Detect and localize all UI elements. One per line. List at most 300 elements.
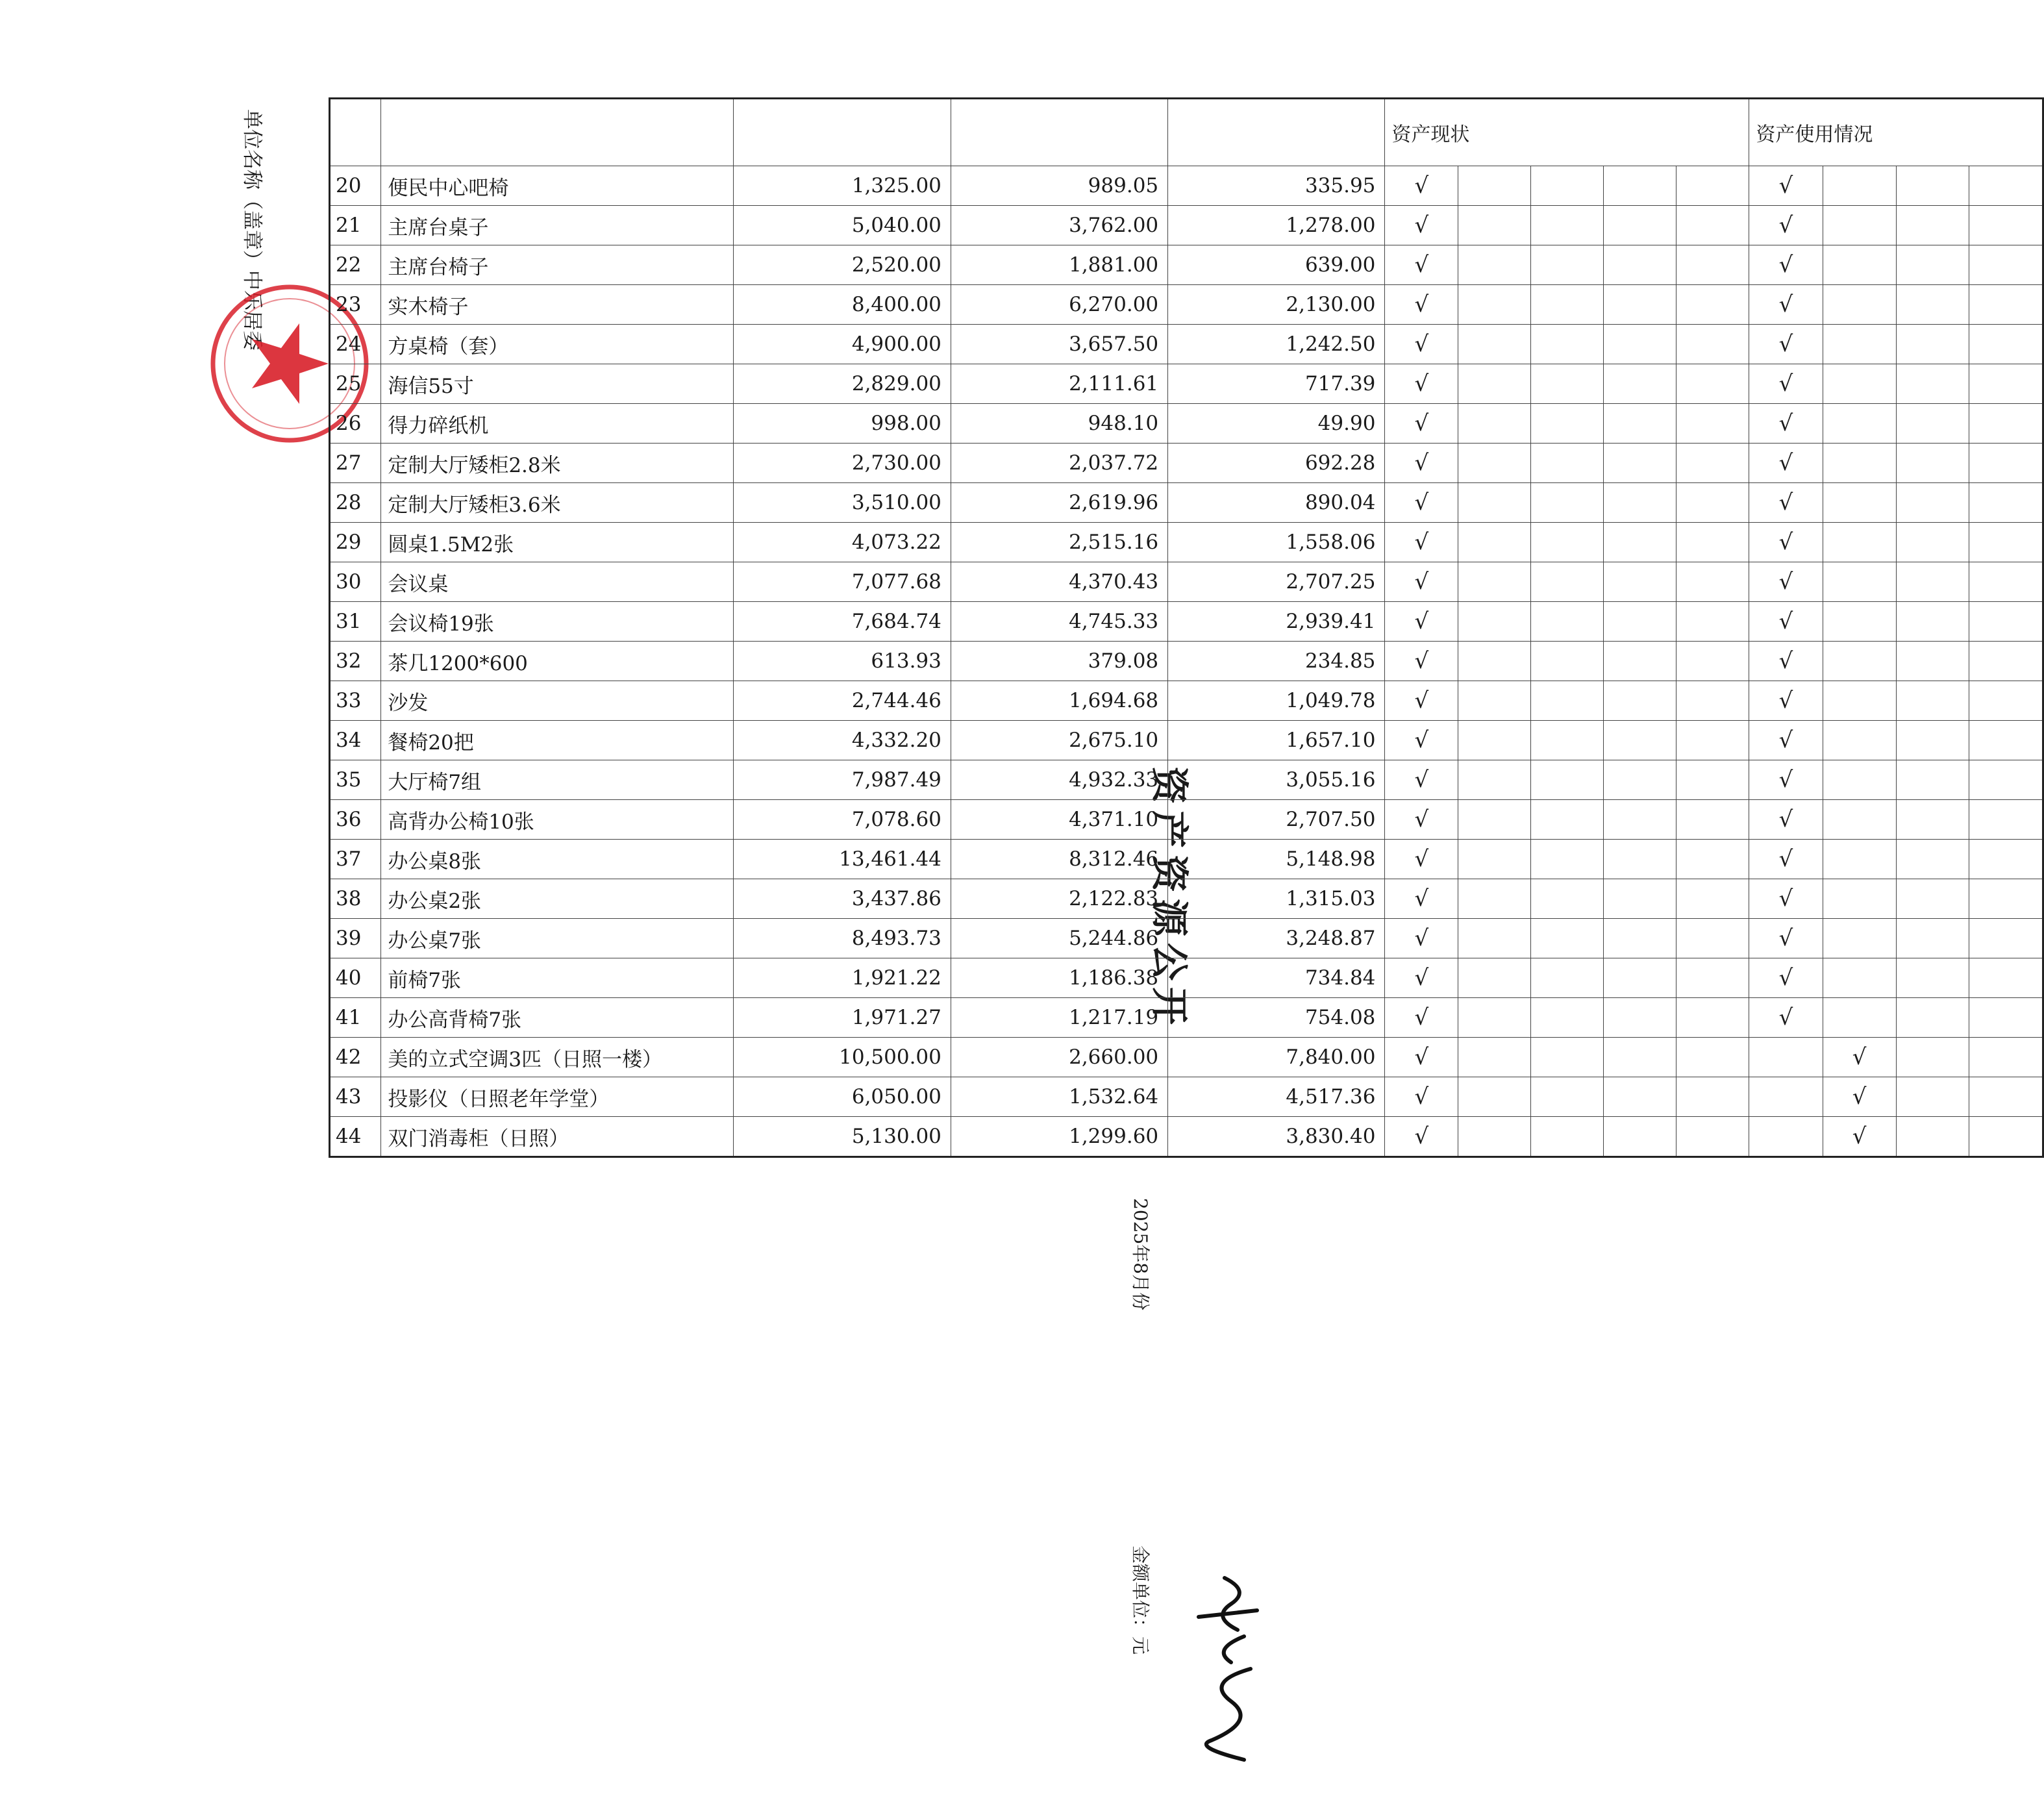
status-check-cell <box>1604 840 1676 879</box>
row-net-value: 234.85 <box>1168 642 1385 681</box>
row-accumulated-depreciation: 6,270.00 <box>951 285 1167 325</box>
status-check-cell <box>1676 1038 1749 1077</box>
usage-check-cell <box>1823 364 1896 404</box>
table-row <box>330 523 2043 562</box>
row-asset-name: 便民中心吧椅 <box>381 166 734 206</box>
status-check-cell <box>1676 364 1749 404</box>
handwritten-signature <box>1173 1571 1270 1766</box>
row-accumulated-depreciation: 989.05 <box>951 166 1167 206</box>
row-net-value: 2,707.50 <box>1168 800 1385 840</box>
usage-check-cell <box>1969 523 2043 562</box>
usage-check-cell: √ <box>1749 642 1823 681</box>
usage-check-cell <box>1896 919 1969 958</box>
table-row <box>330 404 2043 444</box>
row-original-value: 2,829.00 <box>734 364 951 404</box>
row-accumulated-depreciation: 2,660.00 <box>951 1038 1167 1077</box>
usage-check-cell <box>1896 404 1969 444</box>
usage-check-cell <box>1823 404 1896 444</box>
row-asset-name: 大厅椅7组 <box>381 760 734 800</box>
row-asset-name: 投影仪（日照老年学堂） <box>381 1077 734 1117</box>
status-check-cell <box>1531 879 1604 919</box>
usage-check-cell <box>1823 523 1896 562</box>
usage-check-cell: √ <box>1749 879 1823 919</box>
status-check-cell <box>1676 958 1749 998</box>
usage-check-cell <box>1896 325 1969 364</box>
status-check-cell <box>1458 285 1531 325</box>
row-accumulated-depreciation: 2,619.96 <box>951 483 1167 523</box>
table-row <box>330 483 2043 523</box>
table-row <box>330 166 2043 206</box>
table-row <box>330 1038 2043 1077</box>
usage-check-cell <box>1823 760 1896 800</box>
table-row <box>330 1077 2043 1117</box>
usage-check-cell <box>1823 444 1896 483</box>
status-check-cell <box>1458 325 1531 364</box>
table-row <box>330 285 2043 325</box>
status-check-cell <box>1604 642 1676 681</box>
usage-check-cell <box>1896 206 1969 245</box>
status-check-cell <box>1676 245 1749 285</box>
usage-check-cell <box>1896 166 1969 206</box>
usage-check-cell <box>1969 166 2043 206</box>
usage-check-cell <box>1823 325 1896 364</box>
table-row <box>330 444 2043 483</box>
row-net-value: 1,242.50 <box>1168 325 1385 364</box>
usage-check-cell: √ <box>1749 800 1823 840</box>
status-check-cell <box>1458 166 1531 206</box>
row-seq: 22 <box>330 245 381 285</box>
row-net-value: 7,840.00 <box>1168 1038 1385 1077</box>
row-seq: 33 <box>330 681 381 721</box>
status-check-cell <box>1458 562 1531 602</box>
status-check-cell <box>1531 919 1604 958</box>
row-accumulated-depreciation: 3,762.00 <box>951 206 1167 245</box>
status-check-cell <box>1458 760 1531 800</box>
usage-check-cell <box>1896 1077 1969 1117</box>
row-original-value: 7,077.68 <box>734 562 951 602</box>
status-check-cell <box>1458 444 1531 483</box>
status-check-cell <box>1458 998 1531 1038</box>
usage-check-cell <box>1823 166 1896 206</box>
status-check-cell: √ <box>1385 444 1458 483</box>
usage-check-cell <box>1896 998 1969 1038</box>
row-seq: 44 <box>330 1117 381 1157</box>
header-cell-original <box>734 99 951 166</box>
table-row <box>330 364 2043 404</box>
row-original-value: 4,073.22 <box>734 523 951 562</box>
row-accumulated-depreciation: 948.10 <box>951 404 1167 444</box>
status-check-cell <box>1676 998 1749 1038</box>
usage-check-cell <box>1896 879 1969 919</box>
row-seq: 21 <box>330 206 381 245</box>
row-original-value: 13,461.44 <box>734 840 951 879</box>
row-seq: 20 <box>330 166 381 206</box>
usage-check-cell: √ <box>1749 602 1823 642</box>
usage-check-cell <box>1896 721 1969 760</box>
row-original-value: 5,040.00 <box>734 206 951 245</box>
usage-check-cell: √ <box>1823 1077 1896 1117</box>
usage-check-cell <box>1896 562 1969 602</box>
usage-check-cell <box>1896 364 1969 404</box>
status-check-cell <box>1531 642 1604 681</box>
table-row <box>330 800 2043 840</box>
usage-check-cell: √ <box>1749 523 1823 562</box>
row-accumulated-depreciation: 2,675.10 <box>951 721 1167 760</box>
row-seq: 26 <box>330 404 381 444</box>
row-asset-name: 办公高背椅7张 <box>381 998 734 1038</box>
row-asset-name: 定制大厅矮柜2.8米 <box>381 444 734 483</box>
status-check-cell <box>1458 879 1531 919</box>
usage-check-cell <box>1896 840 1969 879</box>
status-check-cell: √ <box>1385 206 1458 245</box>
status-check-cell <box>1458 483 1531 523</box>
row-seq: 25 <box>330 364 381 404</box>
status-check-cell: √ <box>1385 879 1458 919</box>
status-check-cell <box>1531 721 1604 760</box>
status-check-cell <box>1458 800 1531 840</box>
status-check-cell <box>1676 642 1749 681</box>
status-check-cell <box>1676 166 1749 206</box>
usage-check-cell <box>1969 919 2043 958</box>
row-net-value: 639.00 <box>1168 245 1385 285</box>
row-net-value: 3,055.16 <box>1168 760 1385 800</box>
usage-check-cell: √ <box>1749 364 1823 404</box>
usage-check-cell <box>1969 364 2043 404</box>
table-row <box>330 642 2043 681</box>
usage-check-cell: √ <box>1749 958 1823 998</box>
usage-check-cell <box>1969 642 2043 681</box>
usage-check-cell <box>1896 642 1969 681</box>
row-net-value: 890.04 <box>1168 483 1385 523</box>
row-seq: 39 <box>330 919 381 958</box>
status-check-cell: √ <box>1385 958 1458 998</box>
row-asset-name: 圆桌1.5M2张 <box>381 523 734 562</box>
status-check-cell <box>1604 166 1676 206</box>
row-asset-name: 高背办公椅10张 <box>381 800 734 840</box>
status-check-cell <box>1676 483 1749 523</box>
usage-check-cell <box>1896 1038 1969 1077</box>
row-seq: 38 <box>330 879 381 919</box>
row-accumulated-depreciation: 8,312.46 <box>951 840 1167 879</box>
status-check-cell <box>1531 1038 1604 1077</box>
row-net-value: 754.08 <box>1168 998 1385 1038</box>
row-net-value: 3,830.40 <box>1168 1117 1385 1157</box>
usage-check-cell: √ <box>1749 919 1823 958</box>
status-check-cell <box>1531 483 1604 523</box>
status-check-cell <box>1604 245 1676 285</box>
usage-check-cell <box>1969 958 2043 998</box>
usage-check-cell: √ <box>1749 998 1823 1038</box>
usage-check-cell: √ <box>1749 760 1823 800</box>
status-check-cell <box>1676 879 1749 919</box>
row-seq: 29 <box>330 523 381 562</box>
row-original-value: 8,493.73 <box>734 919 951 958</box>
status-check-cell <box>1676 840 1749 879</box>
row-seq: 40 <box>330 958 381 998</box>
table-row <box>330 602 2043 642</box>
table-row <box>330 879 2043 919</box>
row-net-value: 692.28 <box>1168 444 1385 483</box>
usage-check-cell <box>1969 681 2043 721</box>
status-check-cell <box>1604 206 1676 245</box>
usage-check-cell <box>1969 879 2043 919</box>
period-label: 2025年8月份 <box>1130 1198 1151 1311</box>
status-check-cell <box>1531 998 1604 1038</box>
row-asset-name: 餐椅20把 <box>381 721 734 760</box>
usage-check-cell <box>1749 1117 1823 1157</box>
usage-check-cell <box>1969 483 2043 523</box>
status-check-cell <box>1531 444 1604 483</box>
status-check-cell <box>1531 206 1604 245</box>
row-net-value: 49.90 <box>1168 404 1385 444</box>
status-check-cell: √ <box>1385 483 1458 523</box>
row-original-value: 2,520.00 <box>734 245 951 285</box>
usage-check-cell: √ <box>1749 444 1823 483</box>
status-check-cell: √ <box>1385 245 1458 285</box>
status-check-cell <box>1676 681 1749 721</box>
row-original-value: 2,744.46 <box>734 681 951 721</box>
status-check-cell <box>1676 285 1749 325</box>
usage-check-cell: √ <box>1749 721 1823 760</box>
row-seq: 30 <box>330 562 381 602</box>
row-asset-name: 办公桌2张 <box>381 879 734 919</box>
usage-check-cell <box>1969 840 2043 879</box>
asset-table-body <box>330 99 2043 1157</box>
usage-check-cell <box>1823 681 1896 721</box>
status-check-cell <box>1676 919 1749 958</box>
status-check-cell: √ <box>1385 1077 1458 1117</box>
row-accumulated-depreciation: 379.08 <box>951 642 1167 681</box>
status-check-cell <box>1531 958 1604 998</box>
row-seq: 35 <box>330 760 381 800</box>
status-check-cell <box>1676 562 1749 602</box>
status-check-cell: √ <box>1385 721 1458 760</box>
status-check-cell <box>1531 562 1604 602</box>
row-asset-name: 办公桌8张 <box>381 840 734 879</box>
status-check-cell: √ <box>1385 166 1458 206</box>
usage-check-cell <box>1969 1038 2043 1077</box>
usage-check-cell <box>1823 800 1896 840</box>
row-original-value: 5,130.00 <box>734 1117 951 1157</box>
status-check-cell: √ <box>1385 998 1458 1038</box>
row-accumulated-depreciation: 2,037.72 <box>951 444 1167 483</box>
row-asset-name: 双门消毒柜（日照） <box>381 1117 734 1157</box>
row-asset-name: 主席台桌子 <box>381 206 734 245</box>
table-row <box>330 681 2043 721</box>
row-original-value: 4,332.20 <box>734 721 951 760</box>
status-check-cell <box>1676 1117 1749 1157</box>
row-original-value: 10,500.00 <box>734 1038 951 1077</box>
status-check-cell <box>1604 483 1676 523</box>
status-check-cell <box>1458 206 1531 245</box>
row-net-value: 5,148.98 <box>1168 840 1385 879</box>
status-check-cell: √ <box>1385 760 1458 800</box>
row-accumulated-depreciation: 4,371.10 <box>951 800 1167 840</box>
status-check-cell <box>1604 681 1676 721</box>
row-accumulated-depreciation: 1,881.00 <box>951 245 1167 285</box>
usage-check-cell <box>1749 1077 1823 1117</box>
usage-check-cell <box>1823 483 1896 523</box>
usage-check-cell: √ <box>1749 245 1823 285</box>
row-seq: 43 <box>330 1077 381 1117</box>
status-check-cell <box>1676 602 1749 642</box>
row-seq: 24 <box>330 325 381 364</box>
usage-check-cell <box>1823 562 1896 602</box>
status-check-cell <box>1604 364 1676 404</box>
status-check-cell <box>1458 523 1531 562</box>
row-original-value: 3,437.86 <box>734 879 951 919</box>
usage-check-cell <box>1823 879 1896 919</box>
row-net-value: 1,657.10 <box>1168 721 1385 760</box>
status-check-cell: √ <box>1385 1117 1458 1157</box>
usage-check-cell <box>1969 444 2043 483</box>
row-net-value: 1,315.03 <box>1168 879 1385 919</box>
usage-check-cell: √ <box>1749 681 1823 721</box>
status-check-cell <box>1458 404 1531 444</box>
row-original-value: 7,987.49 <box>734 760 951 800</box>
table-row <box>330 562 2043 602</box>
status-check-cell <box>1604 404 1676 444</box>
status-check-cell <box>1676 1077 1749 1117</box>
row-asset-name: 美的立式空调3匹（日照一楼） <box>381 1038 734 1077</box>
row-asset-name: 主席台椅子 <box>381 245 734 285</box>
row-asset-name: 实木椅子 <box>381 285 734 325</box>
status-check-cell: √ <box>1385 325 1458 364</box>
usage-check-cell <box>1823 285 1896 325</box>
table-row <box>330 206 2043 245</box>
status-check-cell <box>1458 642 1531 681</box>
status-check-cell <box>1604 523 1676 562</box>
header-asset-status: 资产现状 <box>1385 99 1749 166</box>
table-row <box>330 245 2043 285</box>
row-net-value: 2,130.00 <box>1168 285 1385 325</box>
table-row <box>330 919 2043 958</box>
usage-check-cell <box>1969 602 2043 642</box>
row-accumulated-depreciation: 2,515.16 <box>951 523 1167 562</box>
usage-check-cell <box>1969 245 2043 285</box>
header-cell-seq <box>330 99 381 166</box>
row-original-value: 1,325.00 <box>734 166 951 206</box>
row-seq: 32 <box>330 642 381 681</box>
table-row <box>330 325 2043 364</box>
usage-check-cell <box>1896 958 1969 998</box>
status-check-cell <box>1531 523 1604 562</box>
usage-check-cell <box>1969 760 2043 800</box>
status-check-cell: √ <box>1385 364 1458 404</box>
row-asset-name: 会议桌 <box>381 562 734 602</box>
status-check-cell: √ <box>1385 800 1458 840</box>
usage-check-cell: √ <box>1749 483 1823 523</box>
row-seq: 36 <box>330 800 381 840</box>
row-original-value: 1,971.27 <box>734 998 951 1038</box>
row-asset-name: 会议椅19张 <box>381 602 734 642</box>
asset-table <box>329 97 2044 1158</box>
table-row <box>330 958 2043 998</box>
row-seq: 42 <box>330 1038 381 1077</box>
row-original-value: 7,078.60 <box>734 800 951 840</box>
table-row <box>330 840 2043 879</box>
row-accumulated-depreciation: 1,299.60 <box>951 1117 1167 1157</box>
row-accumulated-depreciation: 4,932.33 <box>951 760 1167 800</box>
usage-check-cell <box>1896 285 1969 325</box>
status-check-cell <box>1604 879 1676 919</box>
row-original-value: 7,684.74 <box>734 602 951 642</box>
row-accumulated-depreciation: 2,122.83 <box>951 879 1167 919</box>
usage-check-cell <box>1969 998 2043 1038</box>
status-check-cell: √ <box>1385 642 1458 681</box>
usage-check-cell <box>1823 206 1896 245</box>
usage-check-cell <box>1969 325 2043 364</box>
status-check-cell <box>1458 364 1531 404</box>
row-asset-name: 沙发 <box>381 681 734 721</box>
status-check-cell <box>1676 523 1749 562</box>
usage-check-cell: √ <box>1749 285 1823 325</box>
row-accumulated-depreciation: 1,694.68 <box>951 681 1167 721</box>
status-check-cell <box>1676 760 1749 800</box>
usage-check-cell: √ <box>1749 840 1823 879</box>
status-check-cell <box>1604 919 1676 958</box>
row-net-value: 4,517.36 <box>1168 1077 1385 1117</box>
row-original-value: 998.00 <box>734 404 951 444</box>
status-check-cell <box>1458 1077 1531 1117</box>
usage-check-cell <box>1823 245 1896 285</box>
usage-check-cell <box>1823 840 1896 879</box>
usage-check-cell <box>1823 998 1896 1038</box>
table-row <box>330 998 2043 1038</box>
amount-unit-label: 金额单位：元 <box>1130 1545 1151 1655</box>
row-accumulated-depreciation: 5,244.86 <box>951 919 1167 958</box>
row-asset-name: 前椅7张 <box>381 958 734 998</box>
usage-check-cell <box>1896 800 1969 840</box>
row-seq: 41 <box>330 998 381 1038</box>
usage-check-cell <box>1969 562 2043 602</box>
row-net-value: 1,049.78 <box>1168 681 1385 721</box>
page-title: 资产资源公开 <box>1147 766 1191 1032</box>
row-net-value: 1,278.00 <box>1168 206 1385 245</box>
status-check-cell <box>1531 325 1604 364</box>
row-seq: 31 <box>330 602 381 642</box>
row-net-value: 734.84 <box>1168 958 1385 998</box>
row-original-value: 613.93 <box>734 642 951 681</box>
status-check-cell <box>1604 325 1676 364</box>
status-check-cell <box>1458 681 1531 721</box>
table-row <box>330 1117 2043 1157</box>
status-check-cell <box>1604 721 1676 760</box>
usage-check-cell <box>1896 681 1969 721</box>
status-check-cell <box>1604 285 1676 325</box>
status-check-cell <box>1531 840 1604 879</box>
usage-check-cell: √ <box>1749 166 1823 206</box>
status-check-cell <box>1458 721 1531 760</box>
usage-check-cell <box>1896 483 1969 523</box>
status-check-cell <box>1458 958 1531 998</box>
status-check-cell <box>1458 1038 1531 1077</box>
row-seq: 34 <box>330 721 381 760</box>
usage-check-cell <box>1823 602 1896 642</box>
row-seq: 27 <box>330 444 381 483</box>
usage-check-cell <box>1823 721 1896 760</box>
status-check-cell: √ <box>1385 404 1458 444</box>
status-check-cell <box>1604 1038 1676 1077</box>
usage-check-cell: √ <box>1823 1038 1896 1077</box>
row-seq: 37 <box>330 840 381 879</box>
usage-check-cell <box>1749 1038 1823 1077</box>
row-asset-name: 得力碎纸机 <box>381 404 734 444</box>
row-accumulated-depreciation: 1,532.64 <box>951 1077 1167 1117</box>
row-asset-name: 方桌椅（套） <box>381 325 734 364</box>
row-net-value: 717.39 <box>1168 364 1385 404</box>
status-check-cell <box>1604 1077 1676 1117</box>
